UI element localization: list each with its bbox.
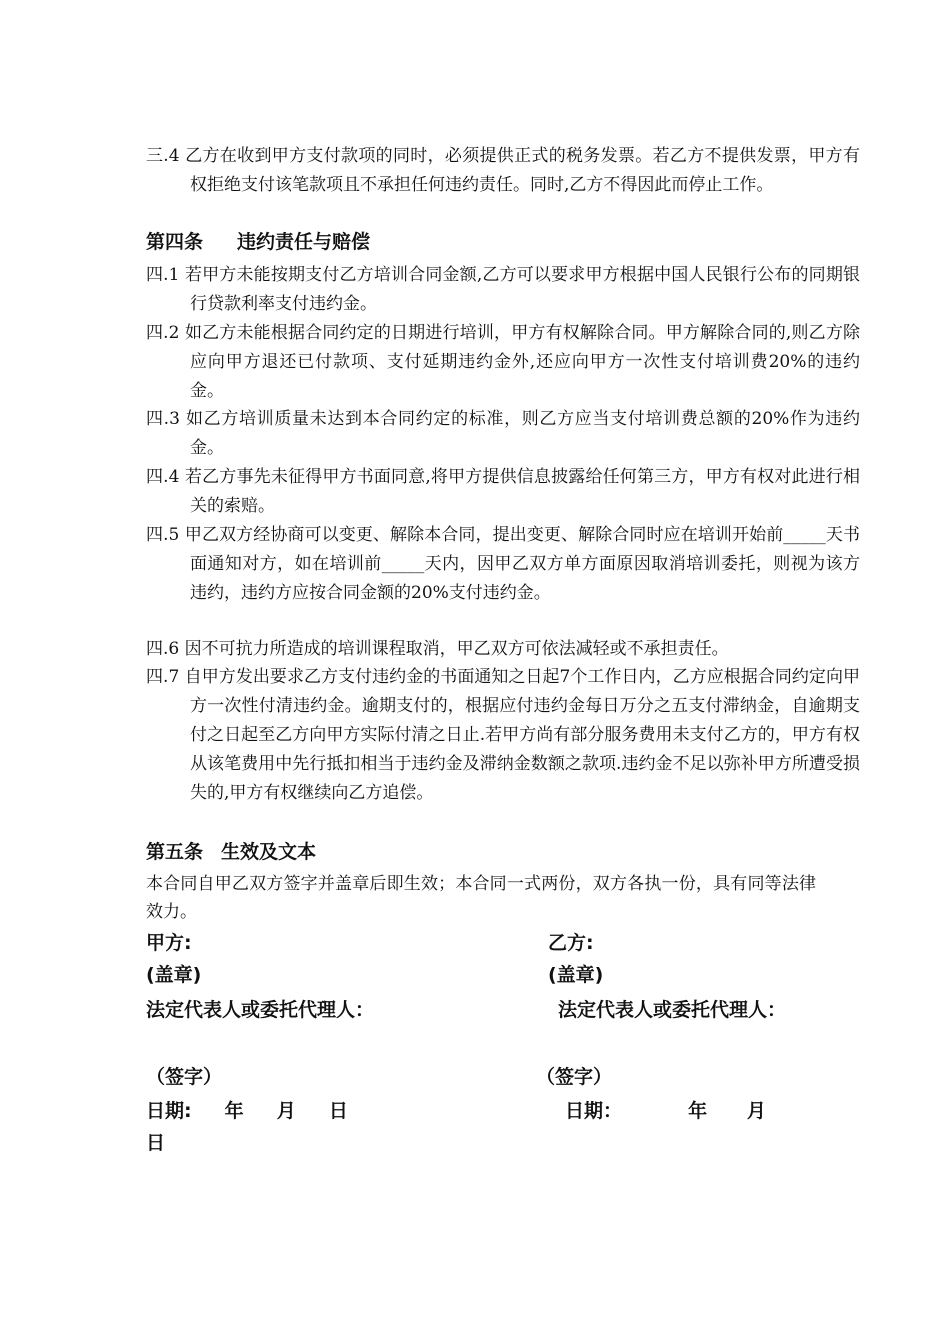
clause-text: 如乙方培训质量未达到本合同约定的标准，则乙方应当支付培训费总额的20%作为违约金。 bbox=[185, 409, 860, 458]
party-b-signature: （签字） bbox=[536, 1066, 613, 1088]
article-number: 第五条 bbox=[146, 841, 204, 863]
clause-text: 乙方在收到甲方支付款项的同时，必须提供正式的税务发票。若乙方不提供发票，甲方有权拒绝支付该笔款项且不承担任何违约责任。同时,乙方不得因此而停止工作。 bbox=[185, 146, 860, 195]
clause-4-2 bbox=[146, 319, 860, 406]
clause-4-3 bbox=[146, 405, 860, 463]
party-a-label: 甲方: bbox=[146, 932, 192, 954]
party-b-representative: 法定代表人或委托代理人： bbox=[558, 999, 787, 1021]
clause-number: 四.3 bbox=[146, 409, 180, 429]
clause-4-7 bbox=[146, 663, 860, 808]
article-5-heading bbox=[146, 838, 816, 867]
clause-4-4 bbox=[146, 463, 860, 521]
article-title: 生效及文本 bbox=[221, 841, 317, 863]
clause-number: 三.4 bbox=[146, 146, 180, 166]
clause-number: 四.2 bbox=[146, 323, 180, 343]
clause-number: 四.7 bbox=[146, 667, 180, 687]
party-b-label: 乙方: bbox=[548, 932, 594, 954]
clause-3-4 bbox=[146, 142, 860, 200]
clause-number: 四.5 bbox=[146, 525, 180, 545]
clause-number: 四.1 bbox=[146, 265, 180, 285]
clause-number: 四.6 bbox=[146, 639, 180, 659]
party-a-representative: 法定代表人或委托代理人： bbox=[146, 999, 375, 1021]
clause-4-5 bbox=[146, 521, 860, 608]
party-b-date: 日期： 年 月 bbox=[565, 1100, 766, 1122]
party-a-date-day: 日 bbox=[146, 1132, 166, 1154]
party-a-signature: （签字） bbox=[146, 1066, 223, 1088]
article-number: 第四条 bbox=[146, 231, 204, 253]
article-4-heading bbox=[146, 228, 816, 257]
party-a-date: 日期: 年 月 日 bbox=[146, 1100, 348, 1122]
clause-text: 若乙方事先未征得甲方书面同意,将甲方提供信息披露给任何第三方，甲方有权对此进行相关的索赔。 bbox=[184, 467, 860, 516]
party-b-seal: (盖章) bbox=[548, 964, 604, 986]
party-a-seal: (盖章) bbox=[146, 964, 202, 986]
clause-text: 因不可抗力所造成的培训课程取消，甲乙双方可依法减轻或不承担责任。 bbox=[184, 639, 729, 659]
clause-4-6 bbox=[146, 635, 860, 664]
article-5-text: 本合同自甲乙双方签字并盖章后即生效；本合同一式两份，双方各执一份，具有同等法律效力。 bbox=[146, 874, 816, 922]
clause-number: 四.4 bbox=[146, 467, 180, 487]
article-title: 违约责任与赔偿 bbox=[237, 231, 371, 253]
clause-text: 甲乙双方经协商可以变更、解除本合同，提出变更、解除合同时应在培训开始前_____天书面通知对方，如在培训前_____天内，因甲乙双方单方面原因取消培训委托，则视为该方违约，违约方应按合同金额的20%支付违约金。 bbox=[184, 525, 861, 603]
clause-text: 自甲方发出要求乙方支付违约金的书面通知之日起7个工作日内，乙方应根据合同约定向甲方一次性付清违约金。逾期支付的，根据应付违约金每日万分之五支付滞纳金，自逾期支付之日起至乙方向甲方实际付清之日止.若甲方尚有部分服务费用未支付乙方的，甲方有权从该笔费用中先行抵扣相当于违约金及滞纳金数额之款项.违约金不足以弥补甲方所遭受损失的,甲方有权继续向乙方追偿。 bbox=[184, 667, 860, 803]
clause-text: 若甲方未能按期支付乙方培训合同金额,乙方可以要求甲方根据中国人民银行公布的同期银行贷款利率支付违约金。 bbox=[184, 265, 860, 314]
clause-text: 如乙方未能根据合同约定的日期进行培训，甲方有权解除合同。甲方解除合同的,则乙方除应向甲方退还已付款项、支付延期违约金外,还应向甲方一次性支付培训费20%的违约金。 bbox=[184, 323, 860, 401]
clause-4-1 bbox=[146, 261, 860, 319]
